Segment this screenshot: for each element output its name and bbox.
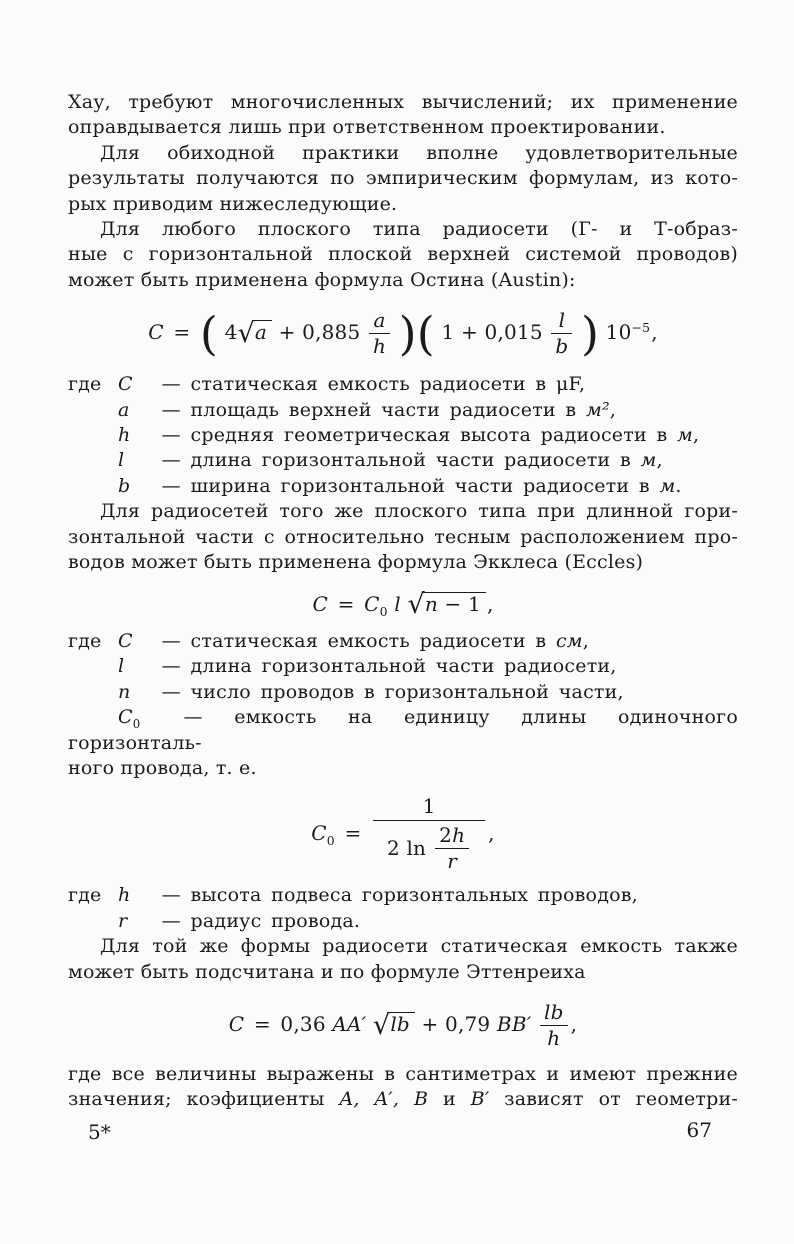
sqrt-argument: lb: [387, 1012, 415, 1036]
math-var: a: [118, 398, 130, 421]
radical-icon: √: [237, 317, 255, 349]
sqrt-argument: a: [252, 320, 272, 344]
radical-icon: √: [407, 589, 425, 621]
punctuation: ,: [656, 449, 663, 472]
text-fragment: и: [442, 1088, 456, 1111]
paragraph-closing: [68, 1062, 738, 1113]
math-var: r: [118, 909, 128, 932]
fraction-denominator: b: [555, 334, 569, 359]
paren-open: (: [199, 306, 219, 361]
footer-signature-mark: 5*: [88, 1120, 111, 1144]
punctuation: ,: [609, 398, 617, 421]
equals-sign: =: [253, 1011, 271, 1036]
unit: м: [640, 449, 657, 472]
fraction-nested: [435, 824, 469, 873]
where-item: [68, 474, 738, 499]
math-number: 1: [441, 320, 455, 345]
where-list-austin: [68, 372, 738, 499]
math-var: l: [118, 449, 125, 472]
fraction-numerator: 1: [373, 795, 485, 821]
fraction: [373, 795, 485, 873]
sqrt-argument: n − 1: [422, 592, 486, 616]
math-var: C: [312, 591, 328, 616]
fraction-denominator: h: [372, 334, 387, 359]
text-line: Хау, требуют многочисленных вычислений; их применение: [68, 91, 738, 113]
paragraph-eccles-intro: [68, 499, 738, 575]
where-list-unit-capacity: [68, 883, 738, 934]
text-line: может быть подсчитана и по формуле Эттенреиха: [68, 960, 586, 983]
where-lead: где: [68, 629, 102, 652]
definition-text: — ширина горизонтальной части радиосети в: [161, 474, 650, 497]
punctuation: ,: [582, 629, 590, 652]
where-item: [68, 372, 738, 397]
text-line: оправдывается лишь при ответственном проектировании.: [68, 116, 666, 139]
equals-sign: =: [344, 820, 362, 845]
equals-sign: =: [173, 320, 191, 345]
math-number: 0,79: [445, 1011, 491, 1036]
math-number: 4: [224, 320, 238, 345]
math-var-subscripted: $C_0$: [311, 820, 335, 848]
body-text: [68, 90, 738, 1113]
subscript: 0: [379, 603, 388, 619]
where-item: [68, 705, 738, 756]
formula-unit-capacity: [68, 795, 738, 873]
paragraph-ettenreich-intro: [68, 934, 738, 985]
fraction: [551, 309, 572, 358]
paragraph-austin-intro: [68, 217, 738, 293]
text-fragment: зависят от геометри-: [504, 1088, 738, 1111]
definition-text: — средняя геометрическая высота радиосети в: [161, 424, 668, 447]
text-line: водов может быть применена формула Экклеса (Eccles): [68, 551, 644, 574]
punctuation: .: [675, 474, 682, 497]
subscript: 0: [132, 716, 141, 731]
definition-text: — площадь верхней части радиосети в: [161, 398, 577, 421]
math-var: l: [118, 655, 125, 678]
plus-sign: +: [278, 320, 296, 345]
definition-text: — радиус провода.: [161, 909, 361, 932]
punctuation: ,: [486, 591, 494, 616]
math-var: n: [118, 680, 131, 703]
paren-close: ): [398, 306, 417, 361]
definition-text: — длина горизонтальной части радиосети,: [161, 655, 617, 678]
fraction-denominator: [373, 821, 485, 873]
math-var: C: [118, 373, 133, 396]
math-var: BB′: [496, 1011, 532, 1036]
where-list-eccles: [68, 629, 738, 781]
math-var-subscripted: $C_0$: [364, 591, 388, 619]
sqrt-expression: [237, 317, 273, 349]
fraction-denominator: h: [547, 1025, 561, 1050]
unit: м²: [586, 398, 610, 421]
formula-eccles: [68, 589, 738, 621]
paragraph-intro: [68, 90, 738, 141]
math-var: C: [148, 320, 164, 345]
where-item: [68, 448, 738, 473]
paren-close: ): [580, 306, 600, 361]
where-lead: где: [68, 884, 102, 907]
where-lead: где: [68, 373, 102, 396]
where-item: [68, 398, 738, 423]
unit: μF: [555, 373, 579, 396]
definition-text: — число проводов в горизонтальной части,: [161, 680, 624, 703]
where-item-continuation: ного провода, т. е.: [68, 756, 257, 779]
unit: м: [659, 474, 676, 497]
math-var: A′,: [374, 1088, 400, 1111]
punctuation: ,: [570, 1011, 578, 1036]
where-item: [68, 883, 738, 908]
sqrt-expression: [372, 1009, 415, 1041]
text-line: Для обиходной практики вполне удовлетворительные: [100, 141, 738, 164]
text-line: где все величины выражены в сантиметрах и имеют прежние: [68, 1062, 738, 1085]
text-line: результаты получаются по эмпирическим формулам, из кото-: [68, 167, 738, 190]
fraction-numerator: lb: [540, 1001, 568, 1026]
math-number: 0,885: [302, 320, 361, 345]
where-item: [68, 654, 738, 679]
text-fragment: значения; коэфициенты: [68, 1088, 325, 1111]
radical-icon: √: [372, 1009, 391, 1041]
text-line: рых приводим нижеследующие.: [68, 192, 398, 215]
math-var: h: [118, 884, 131, 907]
where-item: [68, 909, 738, 934]
math-var: B′: [470, 1088, 490, 1111]
footer-page-number: 67: [686, 1118, 712, 1142]
where-item: [68, 423, 738, 448]
sqrt-expression: [407, 589, 486, 621]
fraction: [540, 1001, 568, 1050]
punctuation: ,: [693, 424, 700, 447]
text-line: зонтальной части с относительно тесным расположением про-: [68, 525, 738, 548]
math-var: b: [118, 474, 131, 497]
punctuation: ,: [488, 820, 495, 845]
fraction-denominator: r: [447, 849, 458, 874]
plus-sign: +: [461, 320, 478, 345]
math-var: l: [394, 591, 401, 616]
fraction: [369, 309, 390, 358]
text-line: [68, 1087, 738, 1112]
plus-sign: +: [421, 1011, 439, 1036]
fraction-numerator: 2h: [435, 824, 469, 849]
subscript: 0: [326, 832, 335, 848]
definition-text: — статическая емкость радиосети в: [161, 629, 547, 652]
definition-text: — статическая емкость радиосети в: [161, 373, 547, 396]
power-expression: [606, 320, 651, 344]
paren-open: (: [416, 306, 435, 361]
text-line: Для радиосетей того же плоского типа при длинной гори-: [100, 500, 738, 523]
math-number: 0,015: [484, 320, 543, 345]
definition-text: — емкость на единицу длины одиночного горизонталь-: [68, 706, 738, 754]
paragraph-practice: [68, 141, 738, 217]
formula-ettenreich: [68, 1001, 738, 1050]
text-line: Для любого плоского типа радиосети (Г- и Т-образ-: [100, 218, 738, 241]
math-operator: 2 ln: [386, 836, 427, 861]
math-number: 10: [605, 320, 632, 345]
math-number: 0,36: [280, 1011, 326, 1036]
math-var-subscripted: $C_0$: [118, 706, 141, 731]
math-var: h: [118, 424, 131, 447]
definition-text: — длина горизонтальной части радиосети в: [161, 449, 631, 472]
unit: см: [555, 629, 583, 652]
fraction-numerator: l: [551, 309, 572, 334]
math-var: B: [413, 1088, 429, 1111]
equals-sign: =: [337, 591, 355, 616]
fraction-numerator: a: [369, 309, 390, 334]
unit: м: [677, 424, 693, 447]
math-var: AA′: [332, 1011, 367, 1036]
where-item: [68, 629, 738, 654]
punctuation: ,: [651, 320, 658, 345]
formula-austin: [68, 306, 738, 361]
text-line: может быть применена формула Остина (Austin):: [68, 268, 576, 291]
math-var: C: [228, 1011, 245, 1036]
math-var: A,: [339, 1088, 360, 1111]
where-item: [68, 680, 738, 705]
definition-text: — высота подвеса горизонтальных проводов,: [161, 884, 638, 907]
punctuation: ,: [578, 373, 586, 396]
text-line: Для той же формы радиосети статическая емкость также: [100, 935, 738, 958]
math-var: C: [118, 629, 133, 652]
text-line: ные с горизонтальной плоской верхней системой проводов): [68, 243, 738, 266]
exponent: −5: [631, 320, 651, 336]
